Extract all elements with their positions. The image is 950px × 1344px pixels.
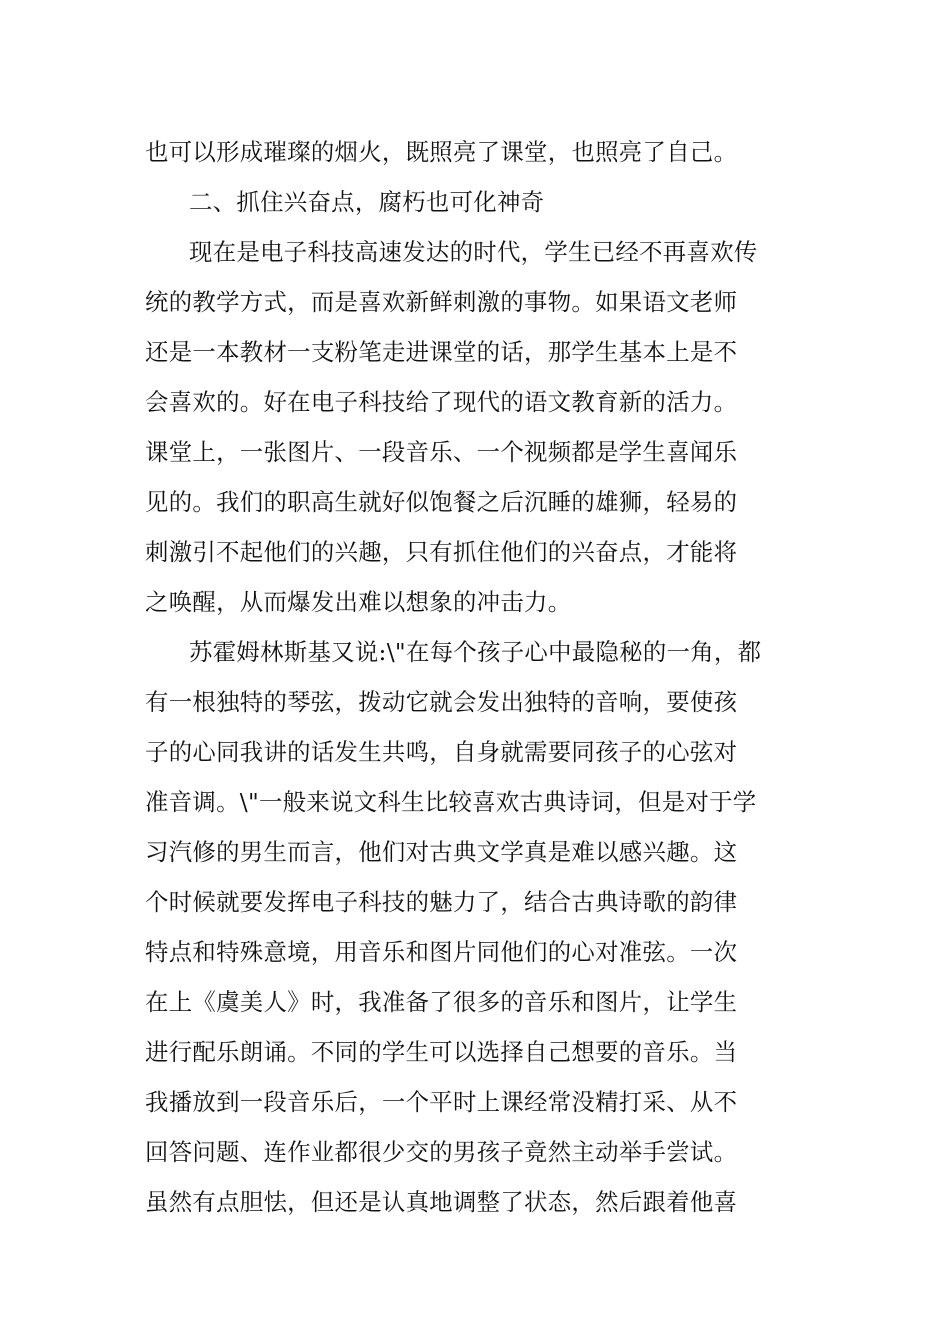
text-line: 虽然有点胆怯，但还是认真地调整了状态，然后跟着他喜 xyxy=(145,1188,738,1216)
text-line: 进行配乐朗诵。不同的学生可以选择自己想要的音乐。当 xyxy=(145,1038,738,1066)
text-line: 之唤醒，从而爆发出难以想象的冲击力。 xyxy=(145,588,572,616)
text-line: 子的心同我讲的话发生共鸣，自身就需要同孩子的心弦对 xyxy=(145,738,738,766)
document-page xyxy=(145,127,805,1227)
text-line: 在上《虞美人》时，我准备了很多的音乐和图片，让学生 xyxy=(145,988,738,1016)
text-line: 见的。我们的职高生就好似饱餐之后沉睡的雄狮，轻易的 xyxy=(145,488,738,516)
text-line: 有一根独特的琴弦，拨动它就会发出独特的音响，要使孩 xyxy=(145,688,738,716)
text-line: 我播放到一段音乐后，一个平时上课经常没精打采、从不 xyxy=(145,1088,738,1116)
text-line: 习汽修的男生而言，他们对古典文学真是难以感兴趣。这 xyxy=(145,838,738,866)
text-line: 苏霍姆林斯基又说:\"在每个孩子心中最隐秘的一角，都 xyxy=(189,638,762,666)
text-line: 会喜欢的。好在电子科技给了现代的语文教育新的活力。 xyxy=(145,388,738,416)
text-line: 刺激引不起他们的兴趣，只有抓住他们的兴奋点，才能将 xyxy=(145,538,738,566)
text-line: 准音调。\"一般来说文科生比较喜欢古典诗词，但是对于学 xyxy=(145,788,757,816)
text-line: 课堂上，一张图片、一段音乐、一个视频都是学生喜闻乐 xyxy=(145,438,738,466)
text-line: 特点和特殊意境，用音乐和图片同他们的心对准弦。一次 xyxy=(145,938,738,966)
text-line: 回答问题、连作业都很少交的男孩子竟然主动举手尝试。 xyxy=(145,1138,738,1166)
text-line: 还是一本教材一支粉笔走进课堂的话，那学生基本上是不 xyxy=(145,338,738,366)
text-line: 统的教学方式，而是喜欢新鲜刺激的事物。如果语文老师 xyxy=(145,288,738,316)
section-heading: 二、抓住兴奋点，腐朽也可化神奇 xyxy=(189,188,545,216)
text-line: 个时候就要发挥电子科技的魅力了，结合古典诗歌的韵律 xyxy=(145,888,738,916)
text-line: 也可以形成璀璨的烟火，既照亮了课堂，也照亮了自己。 xyxy=(145,138,738,166)
text-line: 现在是电子科技高速发达的时代，学生已经不再喜欢传 xyxy=(189,238,758,266)
